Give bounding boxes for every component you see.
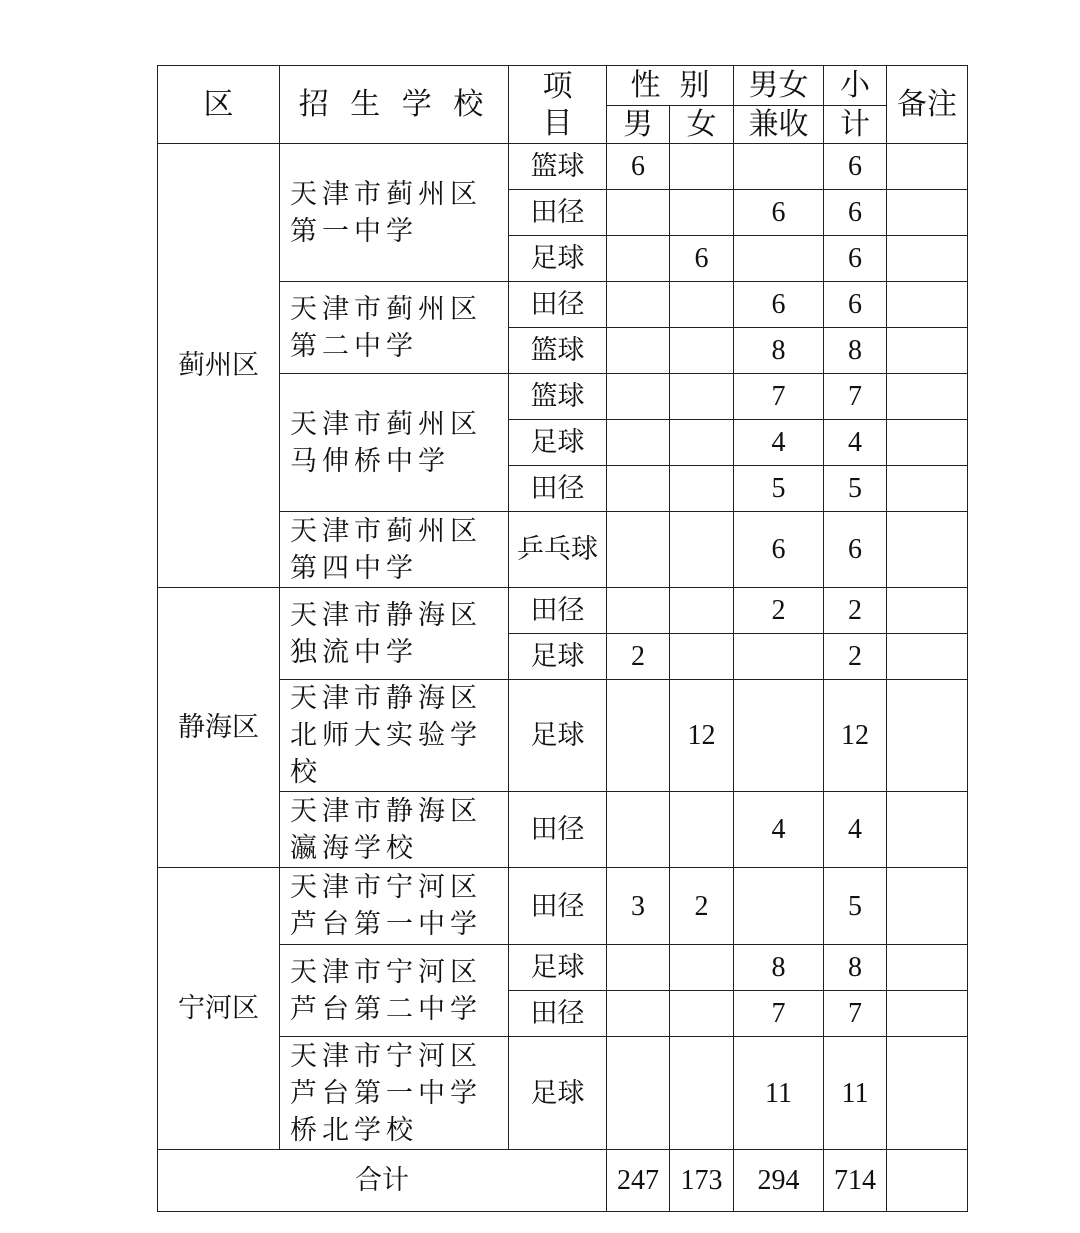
subtotal-cell: 8: [824, 945, 887, 991]
coed-cell: 11: [734, 1037, 824, 1150]
table-row: [158, 144, 968, 190]
female-cell: [670, 144, 734, 190]
header-school: 招 生 学 校: [280, 66, 509, 144]
female-cell: [670, 634, 734, 680]
total-row: [158, 1150, 968, 1212]
table-row: [158, 282, 968, 328]
male-cell: [607, 190, 670, 236]
sport-cell: 篮球: [509, 144, 607, 190]
female-cell: [670, 945, 734, 991]
coed-cell: 4: [734, 420, 824, 466]
female-cell: [670, 374, 734, 420]
table-row: [158, 512, 968, 588]
coed-cell: 8: [734, 328, 824, 374]
remarks-cell: [887, 945, 968, 991]
subtotal-cell: 12: [824, 680, 887, 792]
school-cell: 天津市静海区独流中学: [280, 588, 509, 680]
table-row: [158, 1037, 968, 1150]
sport-cell: 乒乓球: [509, 512, 607, 588]
header-district: 区: [158, 66, 280, 144]
table-row: [158, 374, 968, 420]
subtotal-cell: 5: [824, 868, 887, 945]
female-cell: [670, 328, 734, 374]
coed-cell: 6: [734, 190, 824, 236]
total-female: 173: [670, 1150, 734, 1212]
coed-cell: [734, 868, 824, 945]
female-cell: [670, 991, 734, 1037]
sport-cell: 田径: [509, 466, 607, 512]
male-cell: [607, 282, 670, 328]
remarks-cell: [887, 868, 968, 945]
school-cell: 天津市蓟州区马伸桥中学: [280, 374, 509, 512]
remarks-cell: [887, 588, 968, 634]
sport-cell: 足球: [509, 634, 607, 680]
female-cell: 12: [670, 680, 734, 792]
female-cell: [670, 466, 734, 512]
remarks-cell: [887, 680, 968, 792]
female-cell: [670, 282, 734, 328]
subtotal-cell: 4: [824, 792, 887, 868]
school-cell: 天津市静海区瀛海学校: [280, 792, 509, 868]
coed-cell: [734, 236, 824, 282]
district-cell: 宁河区: [158, 868, 280, 1150]
remarks-cell: [887, 190, 968, 236]
male-cell: [607, 1037, 670, 1150]
remarks-cell: [887, 991, 968, 1037]
male-cell: [607, 991, 670, 1037]
table-row: [158, 680, 968, 792]
coed-cell: [734, 144, 824, 190]
male-cell: [607, 466, 670, 512]
remarks-cell: [887, 792, 968, 868]
male-cell: [607, 588, 670, 634]
coed-cell: [734, 634, 824, 680]
header-remarks: 备注: [887, 66, 968, 144]
female-cell: [670, 588, 734, 634]
table-row: [158, 868, 968, 945]
header-male: 男: [607, 106, 670, 144]
coed-cell: 6: [734, 282, 824, 328]
sport-cell: 足球: [509, 236, 607, 282]
header-subtotal-top: 小: [824, 66, 887, 106]
sport-cell: 足球: [509, 680, 607, 792]
total-remarks: [887, 1150, 968, 1212]
school-cell: 天津市宁河区芦台第一中学: [280, 868, 509, 945]
subtotal-cell: 2: [824, 634, 887, 680]
subtotal-cell: 7: [824, 374, 887, 420]
total-label: 合计: [158, 1150, 607, 1212]
coed-cell: 4: [734, 792, 824, 868]
header-coed-bottom: 兼收: [734, 106, 824, 144]
subtotal-cell: 6: [824, 144, 887, 190]
coed-cell: 7: [734, 374, 824, 420]
school-cell: 天津市宁河区芦台第一中学桥北学校: [280, 1037, 509, 1150]
male-cell: 3: [607, 868, 670, 945]
school-cell: 天津市静海区北师大实验学校: [280, 680, 509, 792]
sport-cell: 篮球: [509, 374, 607, 420]
female-cell: [670, 190, 734, 236]
subtotal-cell: 7: [824, 991, 887, 1037]
header-gender: 性 别: [607, 66, 734, 106]
subtotal-cell: 6: [824, 282, 887, 328]
sport-cell: 田径: [509, 991, 607, 1037]
table-row: [158, 588, 968, 634]
table-row: [158, 792, 968, 868]
subtotal-cell: 8: [824, 328, 887, 374]
sport-cell: 田径: [509, 868, 607, 945]
sport-cell: 田径: [509, 282, 607, 328]
table-row: [158, 945, 968, 991]
female-cell: [670, 420, 734, 466]
remarks-cell: [887, 236, 968, 282]
sport-cell: 足球: [509, 1037, 607, 1150]
sport-cell: 足球: [509, 945, 607, 991]
school-cell: 天津市宁河区芦台第二中学: [280, 945, 509, 1037]
remarks-cell: [887, 1037, 968, 1150]
district-cell: 静海区: [158, 588, 280, 868]
total-coed: 294: [734, 1150, 824, 1212]
female-cell: 6: [670, 236, 734, 282]
sport-cell: 篮球: [509, 328, 607, 374]
header-sport-bottom: 目: [542, 105, 573, 141]
header-coed-top: 男女: [734, 66, 824, 106]
male-cell: [607, 328, 670, 374]
male-cell: [607, 512, 670, 588]
sport-cell: 田径: [509, 190, 607, 236]
female-cell: [670, 1037, 734, 1150]
header-subtotal-bottom: 计: [824, 106, 887, 144]
total-male: 247: [607, 1150, 670, 1212]
coed-cell: [734, 680, 824, 792]
female-cell: [670, 512, 734, 588]
male-cell: [607, 680, 670, 792]
female-cell: [670, 792, 734, 868]
male-cell: [607, 374, 670, 420]
coed-cell: 6: [734, 512, 824, 588]
enrollment-table: [157, 65, 968, 1212]
subtotal-cell: 2: [824, 588, 887, 634]
subtotal-cell: 11: [824, 1037, 887, 1150]
male-cell: [607, 945, 670, 991]
coed-cell: 5: [734, 466, 824, 512]
male-cell: 2: [607, 634, 670, 680]
remarks-cell: [887, 466, 968, 512]
school-cell: 天津市蓟州区第二中学: [280, 282, 509, 374]
remarks-cell: [887, 282, 968, 328]
male-cell: [607, 792, 670, 868]
remarks-cell: [887, 328, 968, 374]
remarks-cell: [887, 420, 968, 466]
school-cell: 天津市蓟州区第一中学: [280, 144, 509, 282]
coed-cell: 8: [734, 945, 824, 991]
remarks-cell: [887, 374, 968, 420]
district-cell: 蓟州区: [158, 144, 280, 588]
sport-cell: 田径: [509, 588, 607, 634]
subtotal-cell: 6: [824, 512, 887, 588]
total-subtotal: 714: [824, 1150, 887, 1212]
male-cell: [607, 420, 670, 466]
remarks-cell: [887, 634, 968, 680]
remarks-cell: [887, 512, 968, 588]
subtotal-cell: 6: [824, 236, 887, 282]
header-female: 女: [670, 106, 734, 144]
coed-cell: 7: [734, 991, 824, 1037]
male-cell: 6: [607, 144, 670, 190]
coed-cell: 2: [734, 588, 824, 634]
header-sport: [509, 66, 607, 144]
female-cell: 2: [670, 868, 734, 945]
subtotal-cell: 5: [824, 466, 887, 512]
male-cell: [607, 236, 670, 282]
sport-cell: 足球: [509, 420, 607, 466]
subtotal-cell: 6: [824, 190, 887, 236]
remarks-cell: [887, 144, 968, 190]
school-cell: 天津市蓟州区第四中学: [280, 512, 509, 588]
sport-cell: 田径: [509, 792, 607, 868]
header-sport-top: 项: [542, 68, 573, 104]
subtotal-cell: 4: [824, 420, 887, 466]
